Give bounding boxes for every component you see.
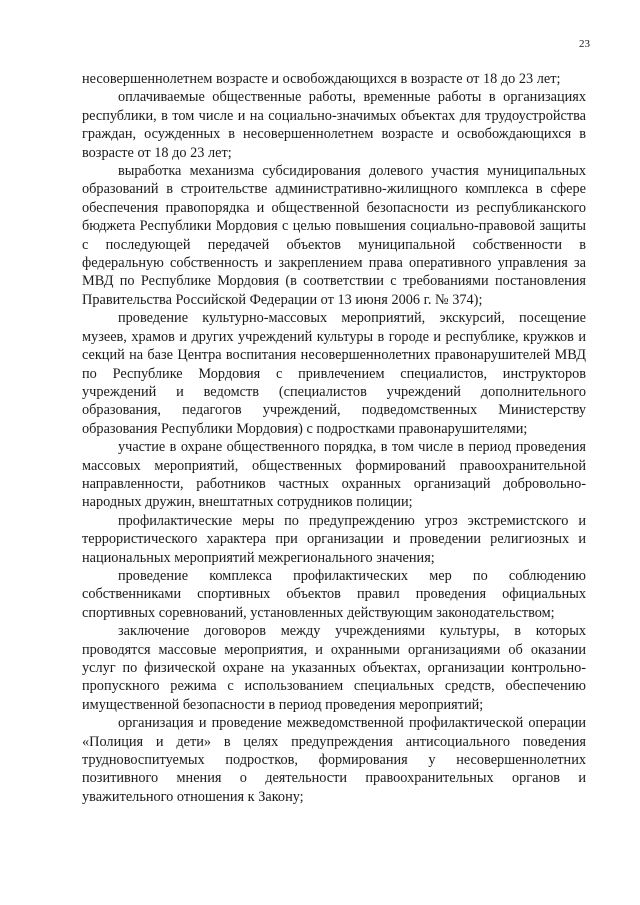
paragraph: участие в охране общественного порядка, в том числе в период проведения массовых мероприятий, общественных формирований правоохранительной направленности, работников частных охранных организаций добровольно-народных дружин, внештатных сотрудников полиции; — [82, 439, 586, 511]
paragraph: оплачиваемые общественные работы, временные работы в организациях республики, в том числе и на социально-значимых объектах для трудоустройства граждан, осужденных в несовершеннолетнем возрасте и освобождающихся в возрасте от 18 до 23 лет; — [82, 89, 586, 161]
paragraph: выработка механизма субсидирования долевого участия муниципальных образований в строительстве административно-жилищного комплекса в сфере обеспечения правопорядка и общественной безопасности из республиканского бюджета Республики Мордовия с целью повышения социально-правовой защиты с последующей передачей объектов муниципальной собственности в федеральную собственность и закреплением права оперативного управления за МВД по Республике Мордовия (в соответствии с требованиями постановления Правительства Российской Федерации от 13 июня 2006 г. № 374); — [82, 163, 586, 308]
paragraph: несовершеннолетнем возрасте и освобождающихся в возрасте от 18 до 23 лет; — [82, 71, 561, 87]
paragraph: профилактические меры по предупреждению угроз экстремистского и террористического характера при организации и проведении религиозных и национальных мероприятий межрегионального значения; — [82, 512, 586, 566]
paragraph: проведение комплекса профилактических мер по соблюдению собственниками спортивных объектов правил проведения официальных спортивных соревнований, установленных действующим законодательством; — [82, 567, 586, 621]
page-number: 23 — [579, 38, 590, 50]
paragraph: заключение договоров между учреждениями культуры, в которых проводятся массовые мероприятия, и охранными организациями об оказании услуг по физической охране на указанных объектах, организации контрольно-пропускного режима с использованием специальных средств, обеспечению имущественной безопасности в период проведения мероприятий; — [82, 623, 586, 713]
paragraph: проведение культурно-массовых мероприятий, экскурсий, посещение музеев, храмов и других учреждений культуры в городе и республике, кружков и секций на базе Центра воспитания несовершеннолетних правонарушителей МВД по Республике Мордовия с привлечением специалистов, инструкторов учреждений и ведомств (специалистов учреждений дополнительного образования, педагогов учреждений, подведомственных Министерству образования Республики Мордовия) с подростками правонарушителями; — [82, 310, 586, 437]
document-body — [82, 70, 586, 806]
paragraph: организация и проведение межведомственной профилактической операции «Полиция и дети» в целях предупреждения антисоциального поведения трудновоспитуемых подростков, формирования у несовершеннолетних позитивного мнения о деятельности правоохранительных органов и уважительного отношения к Закону; — [82, 715, 586, 805]
